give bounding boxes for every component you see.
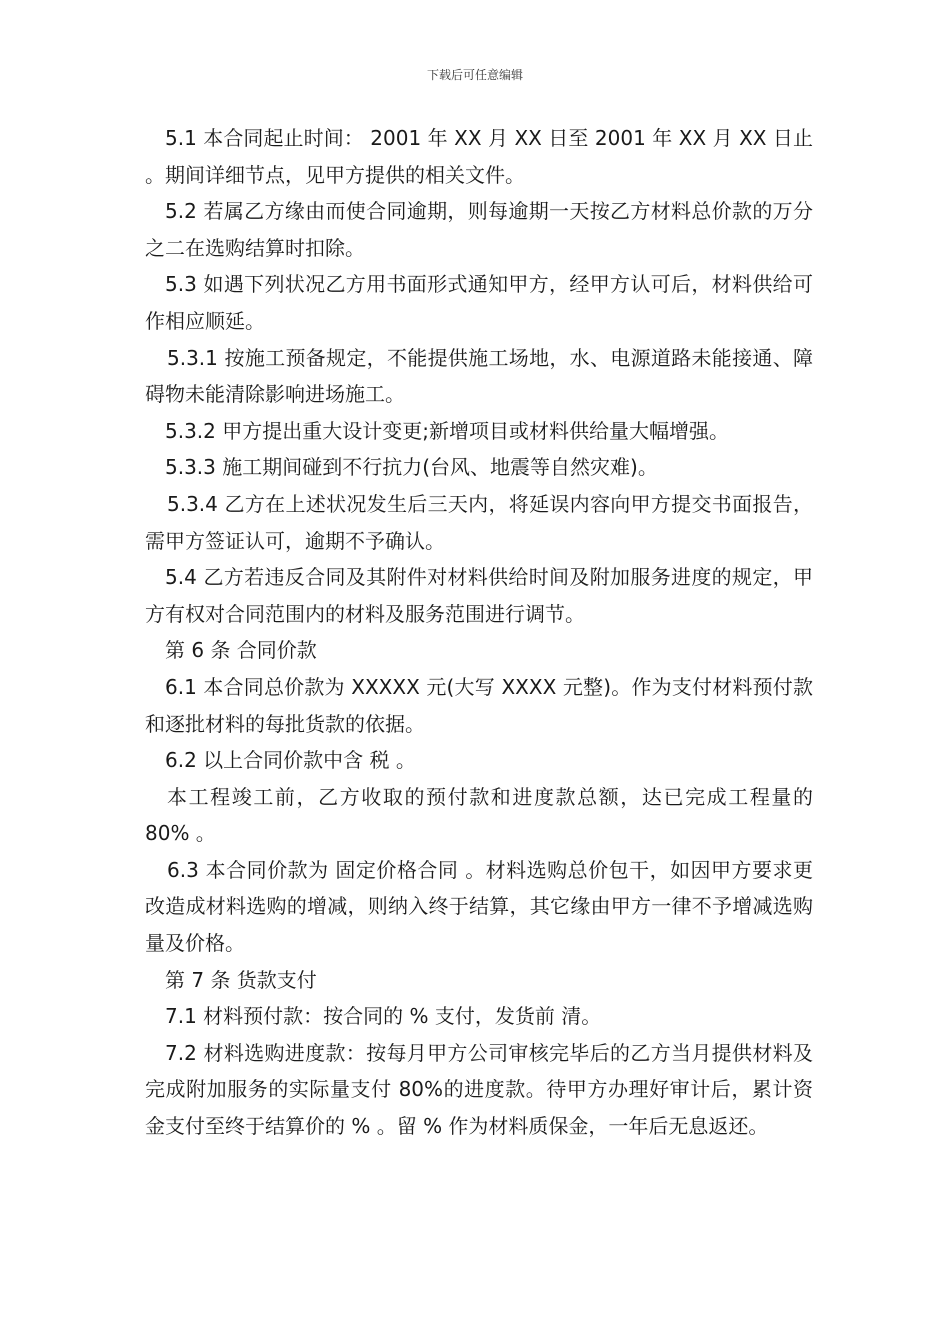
paragraph-6-3: 6.3 本合同价款为 固定价格合同 。材料选购总价包干，如因甲方要求更改造成材料选购的增减，则纳入终于结算，其它缘由甲方一律不予增减选购量及价格。 [145, 857, 813, 956]
paragraph-5-3-1: 5.3.1 按施工预备规定，不能提供施工场地，水、电源道路未能接通、障碍物未能清除影响进场施工。 [145, 345, 813, 407]
paragraph-5-2: 5.2 若属乙方缘由而使合同逾期，则每逾期一天按乙方材料总价款的万分之二在选购结算时扣除。 [145, 199, 813, 260]
page-header: 下载后可任意编辑 [426, 68, 523, 82]
paragraph-5-3-3: 5.3.3 施工期间碰到不行抗力(台风、地震等自然灾难)。 [165, 455, 658, 480]
paragraph-7-2: 7.2 材料选购进度款：按每月甲方公司审核完毕后的乙方当月提供材料及完成附加服务的实际量支付 80%的进度款。待甲方办理好审计后，累计资金支付至终于结算价的 % 。留 % 作为材料质保金，一年后无息返还。 [145, 1040, 813, 1139]
paragraph-6-2-note: 本工程竣工前，乙方收取的预付款和进度款总额，达已完成工程量的 80% 。 [145, 784, 813, 846]
article-7-heading: 第 7 条 货款支付 [165, 967, 317, 992]
paragraph-5-4: 5.4 乙方若违反合同及其附件对材料供给时间及附加服务进度的规定，甲方有权对合同范围内的材料及服务范围进行调节。 [145, 565, 813, 626]
paragraph-6-2: 6.2 以上合同价款中含 税 。 [165, 748, 416, 773]
paragraph-5-3: 5.3 如遇下列状况乙方用书面形式通知甲方，经甲方认可后，材料供给可作相应顺延。 [145, 272, 813, 333]
paragraph-5-1: 5.1 本合同起止时间： 2001 年 XX 月 XX 日至 2001 年 XX 月 XX 日止 。期间详细节点，见甲方提供的相关文件。 [145, 126, 813, 187]
paragraph-7-1: 7.1 材料预付款：按合同的 % 支付，发货前 清。 [165, 1004, 602, 1029]
paragraph-5-3-2: 5.3.2 甲方提出重大设计变更;新增项目或材料供给量大幅增强。 [165, 418, 729, 443]
article-6-heading: 第 6 条 合同价款 [165, 638, 317, 663]
paragraph-6-1: 6.1 本合同总价款为 XXXXX 元(大写 XXXX 元整)。作为支付材料预付款和逐批材料的每批货款的依据。 [145, 674, 813, 736]
paragraph-5-3-4: 5.3.4 乙方在上述状况发生后三天内，将延误内容向甲方提交书面报告，需甲方签证认可，逾期不予确认。 [145, 491, 813, 553]
document-body [145, 120, 813, 1145]
